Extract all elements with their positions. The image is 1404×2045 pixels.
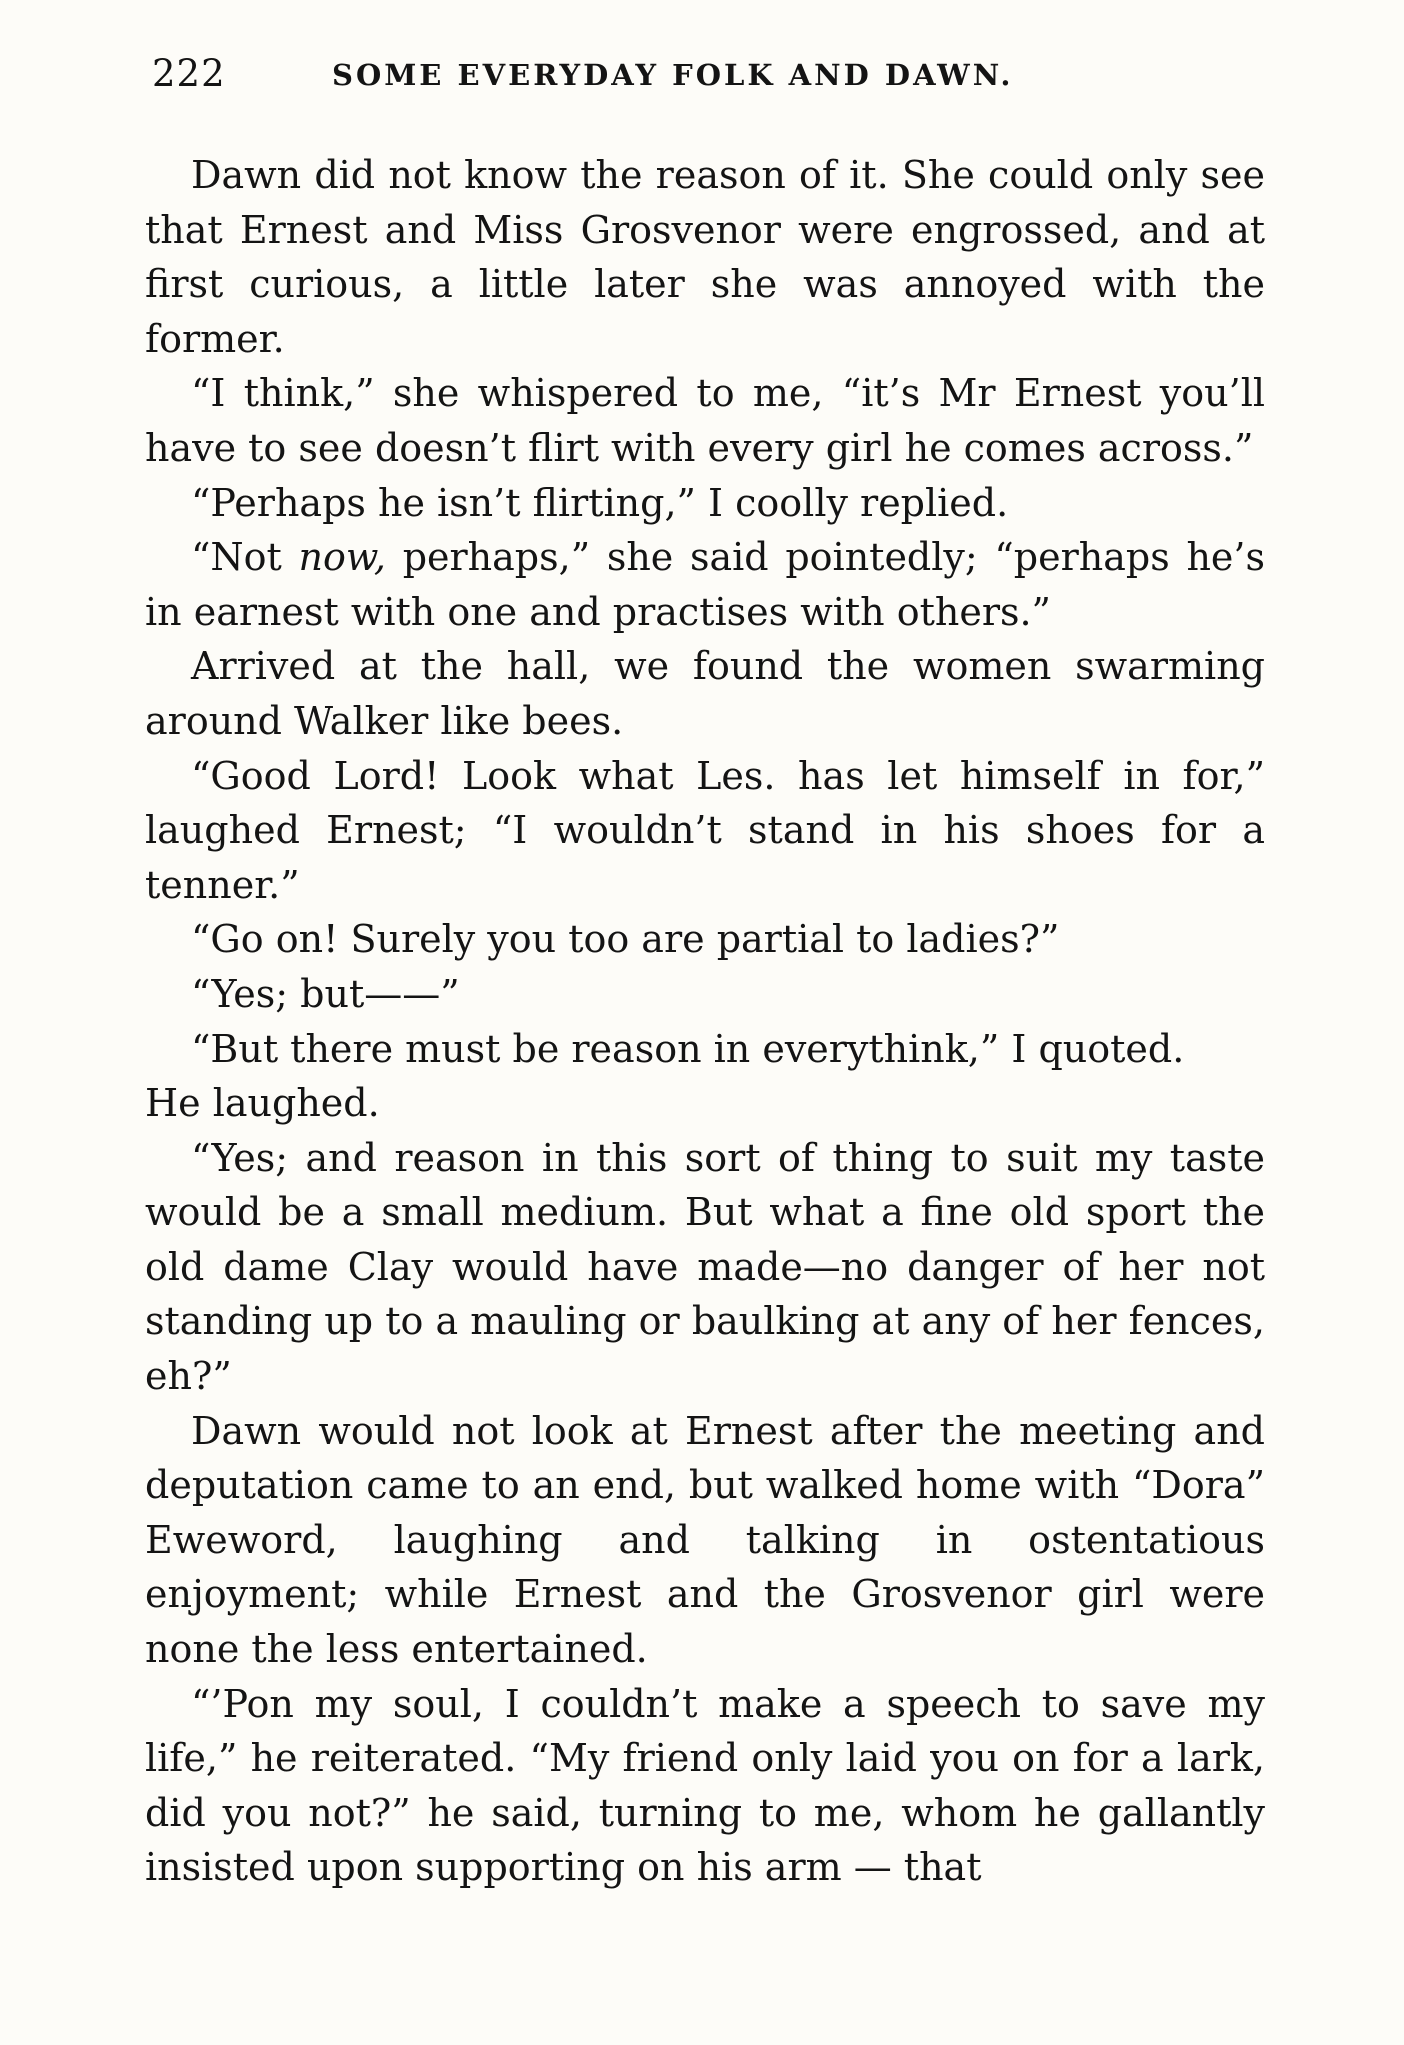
paragraph: “Yes; and reason in this sort of thing to suit my taste would be a small medium. But what a fine old sport the old dame Clay would have made—no danger of her not standing up to a mauling or baulking at any of her fences, eh?” (145, 1135, 1265, 1399)
paragraph: “Go on! Surely you too are partial to ladies?” (191, 917, 1060, 962)
paragraph: “But there must be reason in everythink,” I quoted. (191, 1026, 1185, 1071)
paragraph: “’Pon my soul, I couldn’t make a speech to save my life,” he reiterated. “My friend only laid you on for a lark, did you not?” he said, turning to me, whom he gallantly insisted upon supporting on his arm — that (145, 1681, 1265, 1890)
paragraph (145, 530, 1265, 639)
paragraph: “I think,” she whispered to me, “it’s Mr Ernest you’ll have to see doesn’t flirt with every girl he comes across.” (145, 371, 1265, 470)
page-number: 222 (152, 52, 226, 95)
book-title: SOME EVERYDAY FOLK AND DAWN. (332, 58, 1014, 92)
paragraph: He laughed. (145, 1081, 380, 1126)
paragraph: “Perhaps he isn’t flirting,” I coolly replied. (191, 480, 1009, 525)
paragraph-text: perhaps,” she said pointedly; “perhaps he’s in earnest with one and practises with others.” (145, 535, 1265, 634)
paragraph: Dawn would not look at Ernest after the meeting and deputation came to an end, but walked home with “Dora” Eweword, laughing and talking in ostentatious enjoyment; while Ernest and the Grosvenor girl were none the less entertained. (145, 1408, 1265, 1672)
emphasis-text: now, (298, 535, 386, 580)
paragraph: Dawn did not know the reason of it. She could only see that Ernest and Miss Grosvenor were engrossed, and at first curious, a little later she was annoyed with the former. (145, 153, 1265, 361)
paragraph-text: “Not (191, 535, 299, 580)
paragraph: Arrived at the hall, we found the women swarming around Walker like bees. (145, 644, 1265, 743)
body-text (145, 148, 1265, 1895)
paragraph: “Good Lord! Look what Les. has let himself in for,” laughed Ernest; “I wouldn’t stand in his shoes for a tenner.” (145, 753, 1265, 907)
paragraph: “Yes; but——” (191, 971, 460, 1016)
running-head (152, 52, 1262, 112)
